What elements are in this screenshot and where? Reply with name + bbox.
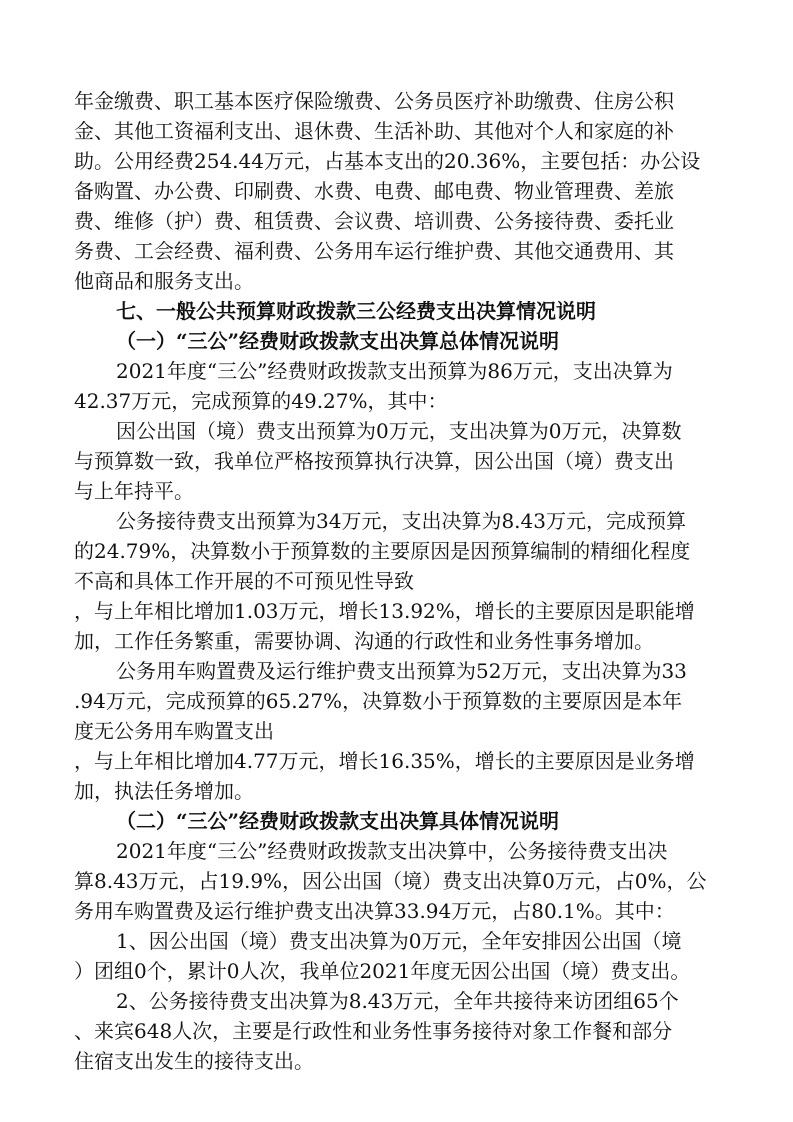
paragraph-first-line: 2021年度“三公”经费财政拨款支出预算为86万元，支出决算为 [116,359,673,383]
body-line: 加，工作任务繁重，需要协调、沟通的行政性和业务性事务增加。 [74,629,654,653]
body-line: 、来宾648人次，主要是行政性和业务性事务接待对象工作餐和部分 [74,1019,673,1043]
body-line: 年金缴费、职工基本医疗保险缴费、公务员医疗补助缴费、住房公积 [74,89,674,113]
body-line: 务用车购置费及运行维护费支出决算33.94万元，占80.1%。其中： [74,899,675,923]
body-line: ，与上年相比增加1.03万元，增长13.92%，增长的主要原因是职能增 [74,599,695,623]
body-line: 与预算数一致，我单位严格按预算执行决算，因公出国（境）费支出 [74,449,674,473]
body-line: 的24.79%，决算数小于预算数的主要原因是因预算编制的精细化程度 [74,539,691,563]
paragraph-first-line: 2、公务接待费支出决算为8.43万元，全年共接待来访团组65个 [116,989,679,1013]
paragraph-first-line: 公务接待费支出预算为34万元，支出决算为8.43万元，完成预算 [116,509,686,533]
body-line: 金、其他工资福利支出、退休费、生活补助、其他对个人和家庭的补 [74,119,674,143]
body-line: 他商品和服务支出。 [74,269,254,293]
document-body [74,86,714,1076]
body-line: 费、维修（护）费、租赁费、会议费、培训费、公务接待费、委托业 [74,209,674,233]
section-heading: 七、一般公共预算财政拨款三公经费支出决算情况说明 [116,299,596,323]
paragraph-first-line: 因公出国（境）费支出预算为0万元，支出决算为0万元，决算数 [116,419,682,443]
body-line: 助。公用经费254.44万元，占基本支出的20.36%，主要包括：办公设 [74,149,701,173]
subsection-heading: （一）“三公”经费财政拨款支出决算总体情况说明 [116,329,560,353]
body-line: ，与上年相比增加4.77万元，增长16.35%，增长的主要原因是业务增 [74,749,695,773]
paragraph-first-line: 2021年度“三公”经费财政拨款支出决算中，公务接待费支出决 [116,839,668,863]
body-line: 备购置、办公费、印刷费、水费、电费、邮电费、物业管理费、差旅 [74,179,674,203]
subsection-heading: （二）“三公”经费财政拨款支出决算具体情况说明 [116,809,560,833]
body-line: 住宿支出发生的接待支出。 [74,1049,314,1073]
body-line: .94万元，完成预算的65.27%，决算数小于预算数的主要原因是本年 [74,689,683,713]
body-line: 算8.43万元，占19.9%，因公出国（境）费支出决算0万元，占0%，公 [74,869,707,893]
body-line: ）团组0个，累计0人次，我单位2021年度无因公出国（境）费支出。 [74,959,691,983]
body-line: 42.37万元，完成预算的49.27%，其中： [74,389,448,413]
body-line: 与上年持平。 [74,479,194,503]
paragraph-first-line: 公务用车购置费及运行维护费支出预算为52万元，支出决算为33 [116,659,687,683]
body-line: 不高和具体工作开展的不可预见性导致 [74,569,414,593]
body-line: 加，执法任务增加。 [74,779,254,803]
body-line: 务费、工会经费、福利费、公务用车运行维护费、其他交通费用、其 [74,239,674,263]
paragraph-first-line: 1、因公出国（境）费支出决算为0万元，全年安排因公出国（境 [116,929,682,953]
body-line: 度无公务用车购置支出 [74,719,274,743]
